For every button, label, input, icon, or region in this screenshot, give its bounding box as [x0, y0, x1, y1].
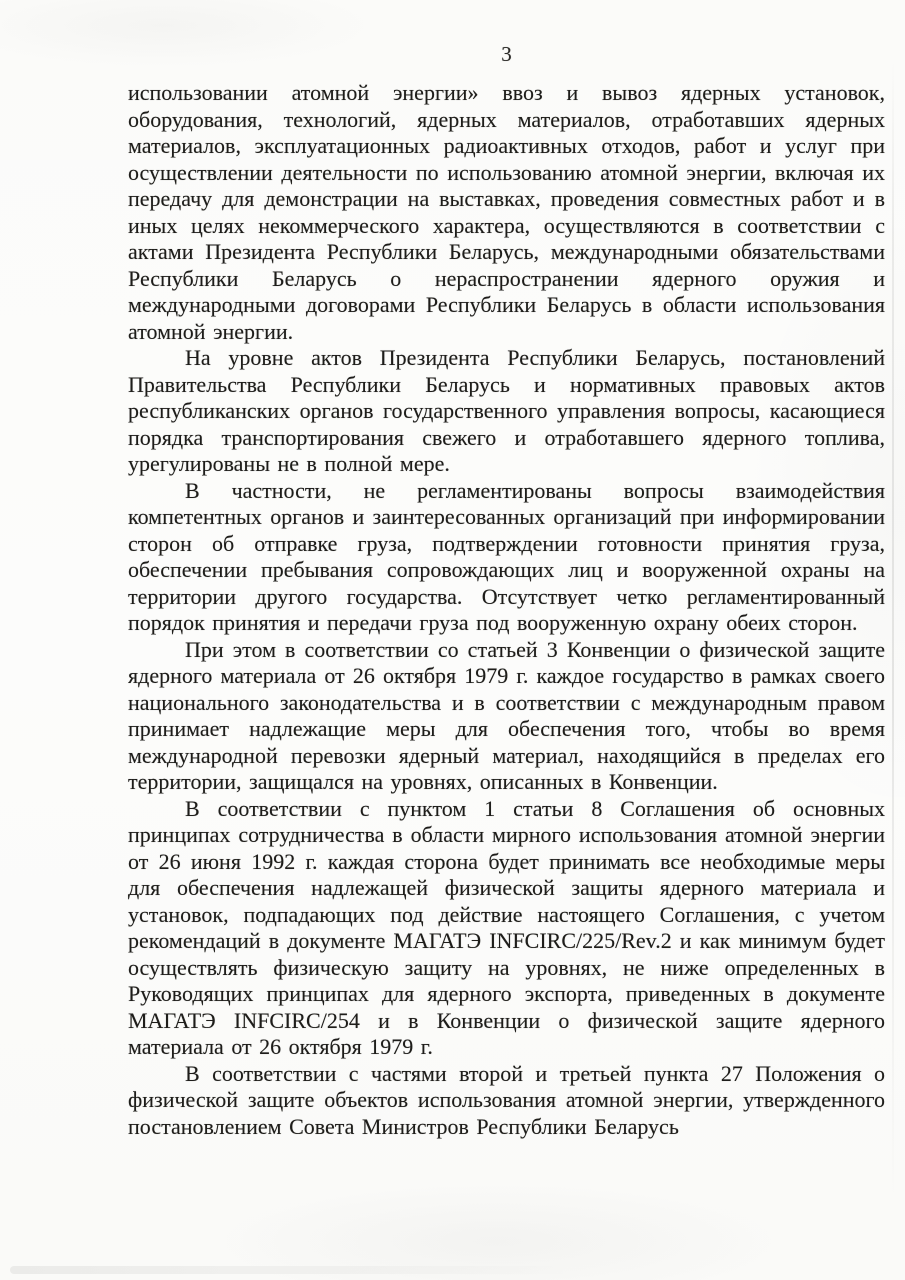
document-body [128, 80, 885, 1140]
scan-smudge-bottom [10, 1266, 570, 1274]
paragraph: В соответствии с пунктом 1 статьи 8 Соглашения об основных принципах сотрудничества в области мирного использования атомной энергии от 26 июня 1992 г. каждая сторона будет принимать все необходимые меры для обеспечения надлежащей физической защиты ядерного материала и установок, подпадающих под действие настоящего Соглашения, с учетом рекомендаций в документе МАГАТЭ INFCIRC/225/Rev.2 и как минимум будет осуществлять физическую защиту на уровнях, не ниже определенных в Руководящих принципах для ядерного экспорта, приведенных в документе МАГАТЭ INFCIRC/254 и в Конвенции о физической защите ядерного материала от 26 октября 1979 г. [128, 795, 885, 1059]
paragraph: использовании атомной энергии» ввоз и вывоз ядерных установок, оборудования, технологий, ядерных материалов, отработавших ядерных материалов, эксплуатационных радиоактивных отходов, работ и услуг при осуществлении деятельности по использованию атомной энергии, включая их передачу для демонстрации на выставках, проведения совместных работ и в иных целях некоммерческого характера, осуществляются в соответствии с актами Президента Республики Беларусь, международными обязательствами Республики Беларусь о нераспространении ядерного оружия и международными договорами Республики Беларусь в области использования атомной энергии. [128, 80, 885, 344]
paragraph: В соответствии с частями второй и третьей пункта 27 Положения о физической защите объектов использования атомной энергии, утвержденного постановлением Совета Министров Республики Беларусь [128, 1060, 885, 1139]
paragraph: При этом в соответствии со статьей 3 Конвенции о физической защите ядерного материала от 26 октября 1979 г. каждое государство в рамках своего национального законодательства и в соответствии с международным правом принимает надлежащие меры для обеспечения того, чтобы во время международной перевозки ядерный материал, находящийся в пределах его территории, защищался на уровнях, описанных в Конвенции. [128, 636, 885, 794]
paragraph: На уровне актов Президента Республики Беларусь, постановлений Правительства Республики Беларусь и нормативных правовых актов республиканских органов государственного управления вопросы, касающиеся порядка транспортирования свежего и отработавшего ядерного топлива, урегулированы не в полной мере. [128, 345, 885, 476]
page-number: 3 [501, 42, 512, 66]
scan-shadow-right [892, 60, 894, 1210]
paragraph: В частности, не регламентированы вопросы взаимодействия компетентных органов и заинтересованных организаций при информировании сторон об отправке груза, подтверждении готовности принятия груза, обеспечении пребывания сопровождающих лиц и вооруженной охраны на территории другого государства. Отсутствует четко регламентированный порядок принятия и передачи груза под вооруженную охрану обеих сторон. [128, 477, 885, 635]
